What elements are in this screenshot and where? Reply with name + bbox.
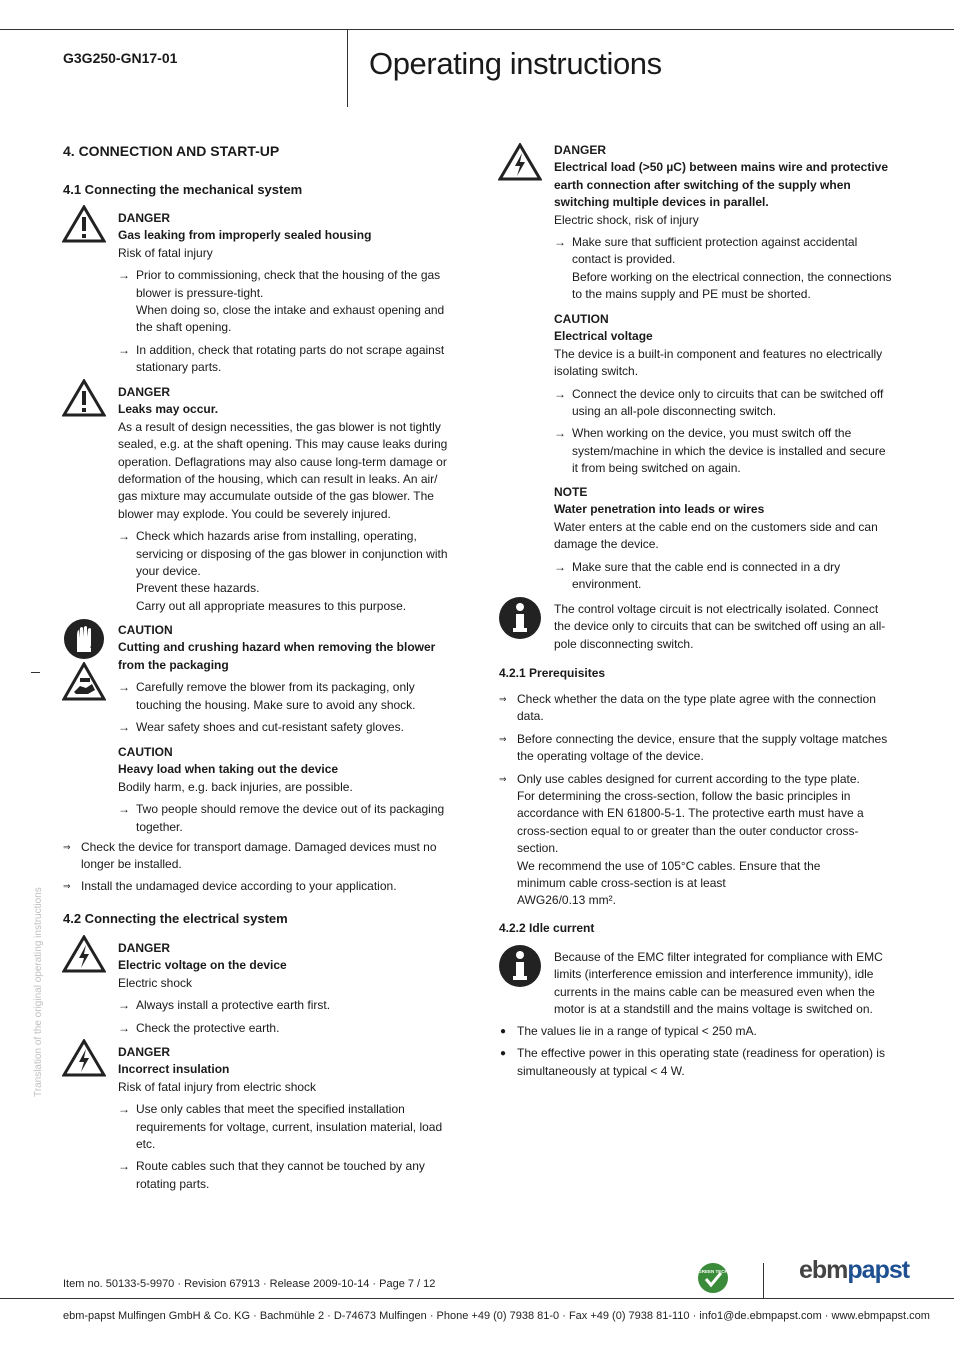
step-item: ⇒ Install the undamaged device according to your application. bbox=[63, 878, 448, 895]
action-detail: Carry out all appropriate measures to this purpose. bbox=[136, 598, 407, 613]
action-detail: Before working on the electrical connection, the connections to the mains supply and PE must be shorted. bbox=[572, 269, 892, 302]
warning-type: DANGER bbox=[554, 143, 607, 157]
action-item: → Use only cables that meet the specified installation requirements for voltage, current, insulation material, load etc. bbox=[118, 1101, 464, 1153]
warning-type: DANGER bbox=[118, 941, 171, 955]
action-item: → Make sure that the cable end is connected in a dry environment. bbox=[554, 559, 889, 594]
action-item: → Two people should remove the device out of its packaging together. bbox=[118, 801, 448, 836]
svg-text:GREEN TECH: GREEN TECH bbox=[698, 1269, 728, 1274]
action-detail: When doing so, close the intake and exhaust opening and the shaft opening. bbox=[136, 303, 445, 335]
warning-desc: As a result of design necessities, the gas blower is not tightly sealed, e.g. at the shaft opening. This may cause leaks during operation. Deflagrations may also cause long-term damage or deformation of the housing, which can result in leaks. An air/ gas mixture may accumulate outside of the gas blower. The blower may explode. You could be severely injured. bbox=[118, 419, 448, 521]
electric-hazard-icon bbox=[62, 935, 106, 973]
electric-hazard-icon bbox=[498, 143, 542, 181]
header-top-rule bbox=[0, 29, 954, 30]
step-arrow-icon: ⇒ bbox=[499, 694, 507, 704]
warning-gas-leak bbox=[118, 210, 448, 377]
caution-heavy-load bbox=[118, 744, 448, 836]
danger-insulation bbox=[118, 1044, 464, 1193]
warning-title: Incorrect insulation bbox=[118, 1062, 230, 1077]
warning-desc: The device is a built-in component and features no electrically isolating switch. bbox=[554, 346, 883, 379]
warning-triangle-icon bbox=[62, 379, 106, 417]
info-emc-filter: Because of the EMC filter integrated for compliance with EMC limits (interference emission and interference immunity), idle currents in the mains cable can be measured even when the motor is at a standstill and the mains voltage is switched on. bbox=[554, 950, 883, 1017]
subsection-title-electrical: 4.2 Connecting the electrical system bbox=[63, 911, 288, 926]
step-item: ⇒ Check the device for transport damage. Damaged devices must no longer be installed. bbox=[63, 840, 437, 872]
warning-type: DANGER bbox=[118, 385, 171, 399]
side-note: Translation of the original operating instructions bbox=[33, 887, 44, 1097]
action-item: → Check the protective earth. bbox=[118, 1020, 448, 1037]
note-water-penetration bbox=[554, 484, 889, 593]
idle-current-bullets bbox=[499, 1023, 889, 1080]
action-item: → Route cables such that they cannot be touched by any rotating parts. bbox=[118, 1158, 448, 1193]
warning-type: CAUTION bbox=[118, 745, 173, 759]
subsection-title-idle-current: 4.2.2 Idle current bbox=[499, 921, 595, 935]
info-control-voltage: The control voltage circuit is not electrically isolated. Connect the device only to circuits that can be switched off using an all-pole disconnecting switch. bbox=[554, 602, 886, 651]
action-item: → Connect the device only to circuits that can be switched off using an all-pole disconnecting switch. bbox=[554, 386, 889, 421]
fold-mark bbox=[31, 672, 40, 673]
warning-title: Electrical load (>50 µC) between mains wire and protective earth connection after switching of the supply when switching multiple devices in parallel. bbox=[554, 160, 889, 210]
action-item: → Check which hazards arise from installing, operating, servicing or disposing of the gas blower in conjunction with your device. bbox=[118, 528, 448, 580]
bullet-dot-icon: ● bbox=[500, 1048, 507, 1060]
warning-desc: Electric shock bbox=[118, 975, 193, 990]
subsection-title-mechanical: 4.1 Connecting the mechanical system bbox=[63, 182, 303, 197]
step-arrow-icon: ⇒ bbox=[63, 842, 71, 852]
footer-rule bbox=[0, 1298, 954, 1299]
warning-leaks bbox=[118, 384, 448, 615]
warning-type: DANGER bbox=[118, 211, 171, 225]
warning-desc: Risk of fatal injury from electric shock bbox=[118, 1079, 317, 1094]
footer-divider bbox=[763, 1263, 764, 1299]
warning-title: Electric voltage on the device bbox=[118, 958, 287, 973]
warning-type: NOTE bbox=[554, 485, 588, 499]
brand-logo: ebmpapst bbox=[799, 1256, 910, 1284]
warning-desc: Water enters at the cable end on the customers side and can damage the device. bbox=[554, 519, 878, 552]
prerequisites-list bbox=[499, 691, 889, 910]
info-icon bbox=[498, 596, 542, 640]
warning-type: CAUTION bbox=[118, 623, 173, 637]
action-item: → In addition, check that rotating parts do not scrape against stationary parts. bbox=[118, 342, 448, 377]
footer-item-info: Item no. 50133-5-9970 · Revision 67913 · Release 2009-10-14 · Page 7 / 12 bbox=[63, 1278, 436, 1290]
caution-electrical-voltage bbox=[554, 311, 889, 478]
subsection-title-prerequisites: 4.2.1 Prerequisites bbox=[499, 666, 606, 680]
warning-title: Electrical voltage bbox=[554, 329, 653, 344]
danger-electrical-load bbox=[554, 142, 899, 304]
section-title: 4. CONNECTION AND START-UP bbox=[63, 143, 280, 159]
list-item: ● The values lie in a range of typical < 250 mA. bbox=[499, 1023, 889, 1040]
warning-desc: Risk of fatal injury bbox=[118, 245, 213, 260]
warning-desc: Bodily harm, e.g. back injuries, are possible. bbox=[118, 779, 353, 794]
action-item: → When working on the device, you must switch off the system/machine in which the device is installed and secure it from being switched on again. bbox=[554, 425, 889, 477]
step-arrow-icon: ⇒ bbox=[499, 773, 507, 784]
warning-type: DANGER bbox=[118, 1045, 171, 1059]
list-item: ⇒ Check whether the data on the type plate agree with the connection data. bbox=[499, 692, 876, 724]
green-tech-badge-icon bbox=[697, 1262, 729, 1294]
warning-title: Heavy load when taking out the device bbox=[118, 762, 339, 777]
warning-title: Water penetration into leads or wires bbox=[554, 502, 765, 517]
warning-type: CAUTION bbox=[554, 312, 609, 326]
electric-hazard-icon bbox=[62, 1039, 106, 1077]
bullet-dot-icon: ● bbox=[500, 1026, 507, 1037]
transport-steps bbox=[63, 839, 448, 895]
step-arrow-icon: ⇒ bbox=[63, 880, 71, 891]
action-item: → Always install a protective earth first. bbox=[118, 997, 448, 1014]
action-item: → Prior to commissioning, check that the housing of the gas blower is pressure-tight. bbox=[118, 267, 448, 302]
action-item: → Make sure that sufficient protection against accidental contact is provided. bbox=[554, 234, 899, 269]
info-icon bbox=[498, 944, 542, 988]
gloves-mandatory-icon bbox=[63, 618, 105, 660]
warning-triangle-icon bbox=[62, 205, 106, 243]
action-item: → Carefully remove the blower from its packaging, only touching the housing. Make sure to avoid any shock. bbox=[118, 679, 448, 714]
warning-title: Leaks may occur. bbox=[118, 402, 219, 417]
caution-cutting bbox=[118, 622, 448, 736]
header-divider bbox=[347, 30, 348, 107]
list-item: ⇒ Before connecting the device, ensure that the supply voltage matches the operating voltage of the device. bbox=[499, 731, 888, 764]
hand-crush-warning-icon bbox=[62, 662, 106, 702]
list-item: ● The effective power in this operating state (readiness for operation) is simultaneously at typical < 4 W. bbox=[500, 1046, 885, 1078]
action-detail: Prevent these hazards. bbox=[136, 581, 260, 596]
document-code: G3G250-GN17-01 bbox=[63, 50, 178, 66]
warning-title: Cutting and crushing hazard when removing the blower from the packaging bbox=[118, 640, 436, 672]
step-arrow-icon: ⇒ bbox=[499, 733, 507, 744]
danger-electric-voltage bbox=[118, 940, 448, 1037]
action-item: → Wear safety shoes and cut-resistant safety gloves. bbox=[118, 719, 448, 736]
warning-title: Gas leaking from improperly sealed housing bbox=[118, 228, 372, 243]
page-title: Operating instructions bbox=[369, 46, 662, 81]
footer-address: ebm-papst Mulfingen GmbH & Co. KG · Bachmühle 2 · D-74673 Mulfingen · Phone +49 (0) 7938 81-0 · Fax +49 (0) 7938 81-110 · info1@de.ebmpapst.com · www.ebmpapst.com bbox=[63, 1310, 930, 1322]
warning-desc: Electric shock, risk of injury bbox=[554, 212, 699, 227]
list-item: ⇒ Only use cables designed for current according to the type plate. For determining the cross-section, follow the basic principles in accordance with EN 61800-5-1. The protective earth must have a cross-section equal to or greater than the outer conductor cross-section. We recommend the use of 105°C cables. Ensure that the minimum cable cross-section is at least AWG26/0.13 mm². bbox=[499, 771, 864, 908]
